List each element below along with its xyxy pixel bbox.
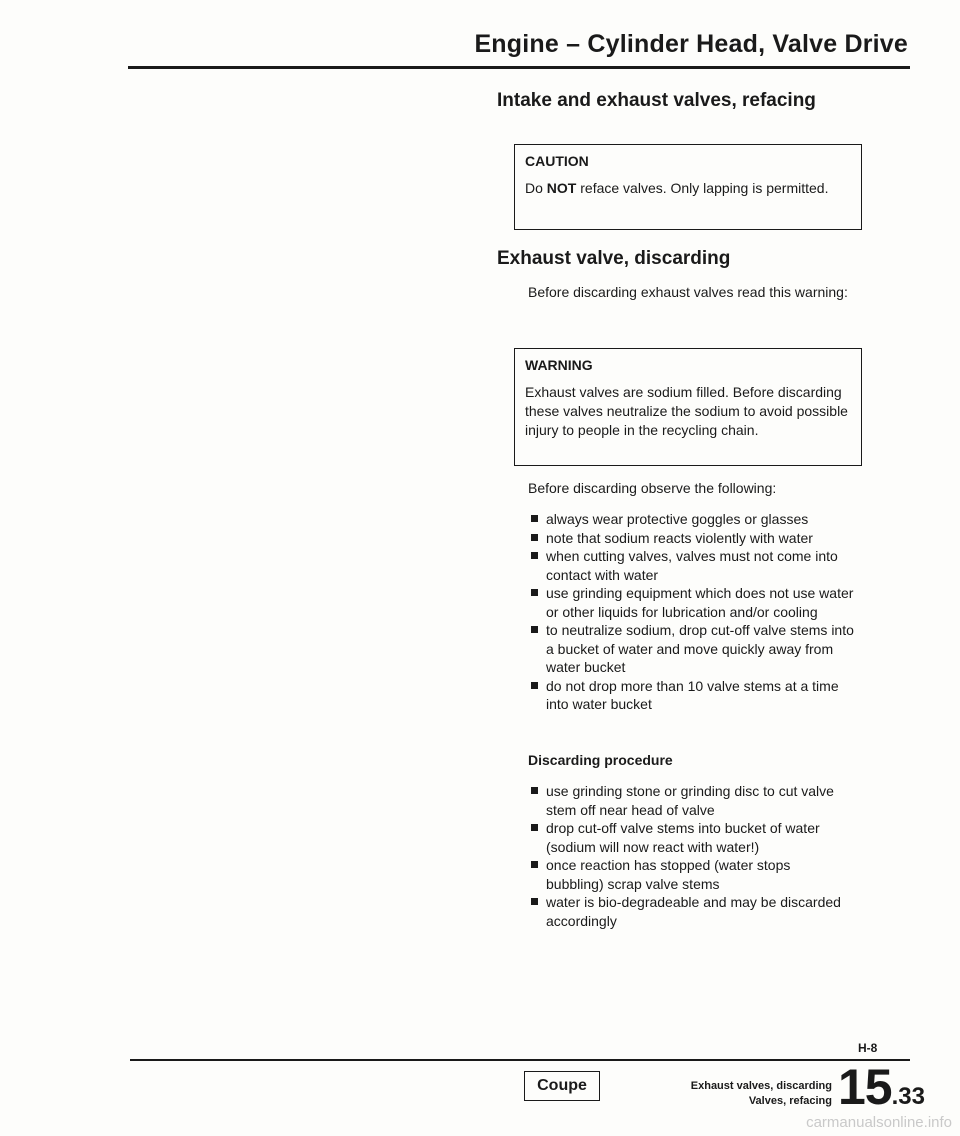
procedure-list: [530, 782, 848, 930]
precautions-list: [530, 510, 864, 714]
section-title-refacing: Intake and exhaust valves, refacing: [497, 90, 816, 111]
list-item: use grinding equipment which does not use water or other liquids for lubrication and/or cooling: [530, 584, 864, 621]
caution-box: [514, 144, 862, 230]
page-header-title: Engine – Cylinder Head, Valve Drive: [474, 30, 908, 58]
list-item: once reaction has stopped (water stops bubbling) scrap valve stems: [530, 856, 848, 893]
section-title-discarding: Exhaust valve, discarding: [497, 248, 731, 269]
watermark-text: carmanualsonline.info: [806, 1114, 952, 1131]
procedure-heading: Discarding procedure: [528, 752, 673, 768]
warning-intro: Before discarding exhaust valves read this warning:: [528, 284, 848, 300]
warning-title: WARNING: [525, 357, 593, 373]
page-number-minor: .33: [891, 1083, 925, 1110]
model-label-box: [524, 1071, 600, 1101]
caution-title: CAUTION: [525, 153, 589, 169]
caution-text-pre: Do: [525, 180, 547, 196]
footer-references: [620, 1079, 832, 1109]
header-rule: [128, 66, 910, 69]
list-item: always wear protective goggles or glasses: [530, 510, 864, 529]
caution-text-bold: NOT: [546, 180, 577, 196]
caution-text-post: reface valves. Only lapping is permitted.: [576, 180, 829, 196]
list-item: drop cut-off valve stems into bucket of water (sodium will now react with water!): [530, 819, 848, 856]
page-number: [838, 1058, 925, 1116]
figure-code: H-8: [858, 1041, 878, 1055]
list-item: when cutting valves, valves must not come into contact with water: [530, 547, 864, 584]
list-item: to neutralize sodium, drop cut-off valve stems into a bucket of water and move quickly away from water bucket: [530, 621, 864, 677]
page-number-major: 15: [838, 1059, 892, 1115]
warning-text: Exhaust valves are sodium filled. Before discarding these valves neutralize the sodium to avoid possible injury to people in the recycling chain.: [525, 384, 848, 438]
observe-intro: Before discarding observe the following:: [528, 480, 777, 496]
list-item: use grinding stone or grinding disc to cut valve stem off near head of valve: [530, 782, 848, 819]
list-item: note that sodium reacts violently with water: [530, 529, 864, 548]
footer-ref-discarding: Exhaust valves, discarding: [690, 1080, 832, 1092]
list-item: do not drop more than 10 valve stems at a time into water bucket: [530, 677, 864, 714]
list-item: water is bio-degradeable and may be discarded accordingly: [530, 893, 848, 930]
footer-rule: [130, 1059, 910, 1061]
model-label: Coupe: [537, 1077, 587, 1094]
footer-ref-refacing: Valves, refacing: [748, 1095, 832, 1107]
warning-box: [514, 348, 862, 466]
caution-text: [525, 179, 851, 198]
